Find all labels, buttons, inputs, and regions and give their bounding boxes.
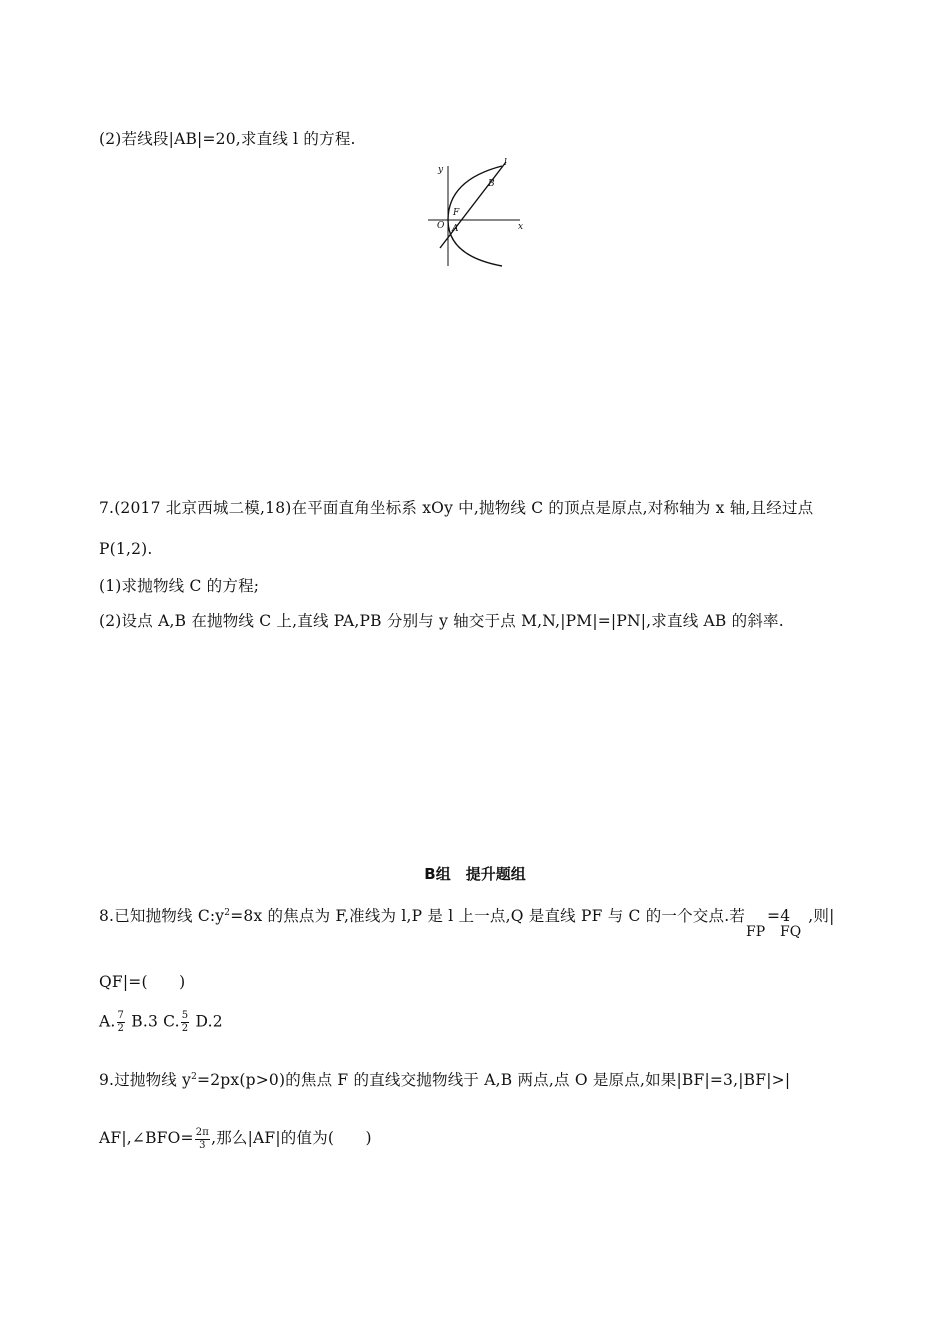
q6-part2: (2)若线段|AB|=20,求直线 l 的方程. — [99, 130, 356, 148]
q9-line2: AF|,∠BFO= $\frac{2\pi}{3}$ ,那么|AF|的值为( ) — [99, 1126, 372, 1151]
label-x: x — [518, 222, 524, 232]
parabola-figure — [420, 156, 532, 268]
q8-line2: QF|=( ) — [99, 973, 186, 991]
vector-fq: FQ — [780, 924, 802, 940]
q9-line1: 9.过抛物线 $y^2=2px(p>0)$的焦点 F 的直线交抛物线于 A,B 两点,点 O 是原点,如果|BF|=3,|BF|>| — [99, 1071, 791, 1089]
label-O: O — [437, 221, 445, 231]
q8-options — [99, 1010, 223, 1035]
option-a: A. — [99, 1012, 116, 1031]
vector-fp: FP — [746, 924, 766, 940]
option-d: D.2 — [195, 1012, 223, 1031]
option-b: B.3 — [131, 1012, 159, 1031]
q7-part2: (2)设点 A,B 在抛物线 C 上,直线 PA,PB 分别与 y 轴交于点 M,N,|PM|=|PN|,求直线 AB 的斜率. — [99, 612, 784, 630]
label-l: l — [504, 158, 507, 168]
option-c-fraction: $\frac{5}{2}$ — [181, 1010, 189, 1034]
option-c: C. — [163, 1012, 180, 1031]
label-F: F — [453, 208, 460, 218]
label-y: y — [438, 165, 444, 175]
label-B: B — [488, 179, 495, 189]
q7-part1: (1)求抛物线 C 的方程; — [99, 577, 260, 595]
label-A: A — [452, 224, 459, 234]
q7-line1: 7.(2017 北京西城二模,18)在平面直角坐标系 xOy 中,抛物线 C 的顶点是原点,对称轴为 x 轴,且经过点 — [99, 499, 814, 517]
q7-line2: P(1,2). — [99, 540, 153, 558]
option-a-fraction: $\frac{7}{2}$ — [117, 1010, 125, 1034]
angle-fraction: $\frac{2\pi}{3}$ — [195, 1126, 210, 1151]
q8-line1: 8.已知抛物线 $C:y^2=8x$ 的焦点为 F,准线为 l,P 是 l 上一点,Q 是直线 PF 与 C 的一个交点.若 =4 ,则| — [99, 907, 835, 925]
section-b-title: B组 提升题组 — [424, 865, 526, 883]
